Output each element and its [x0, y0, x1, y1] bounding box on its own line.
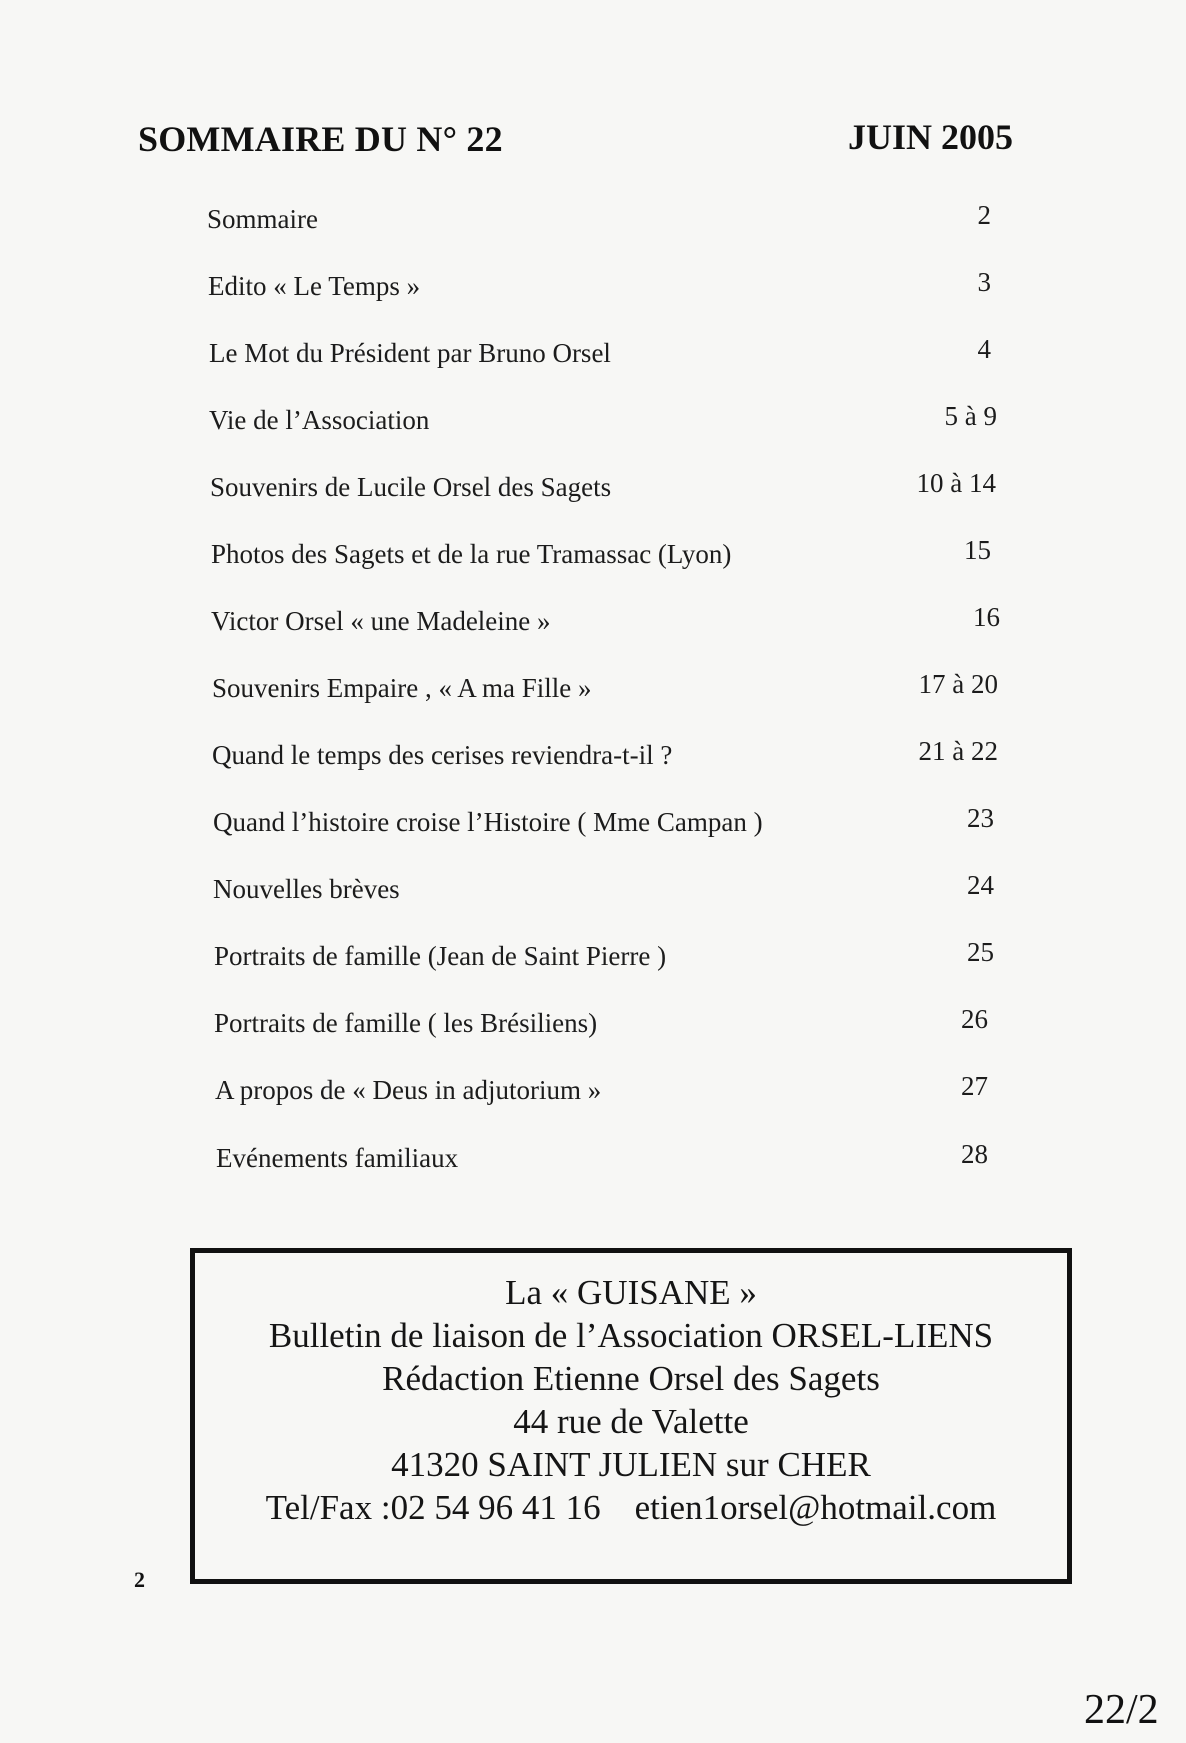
page-number: 2: [134, 1567, 145, 1592]
toc-item-page: 2: [977, 200, 991, 230]
toc-item-page: 23: [967, 803, 994, 833]
phone-fax: Tel/Fax :02 54 96 41 16: [265, 1488, 601, 1527]
toc-item-title: Photos des Sagets et de la rue Tramassac (Lyon): [211, 539, 732, 569]
contact-line: [195, 1486, 1067, 1529]
publication-subtitle: Bulletin de liaison de l’Association ORSEL-LIENS: [268, 1316, 994, 1355]
toc-item-page: 24: [967, 870, 994, 900]
toc-item-title: Le Mot du Président par Bruno Orsel: [209, 338, 611, 368]
toc-item-page: 21 à 22: [918, 736, 998, 766]
toc-item-title: Quand le temps des cerises reviendra-t-il ?: [212, 740, 673, 770]
toc-item-page: 3: [977, 267, 991, 297]
toc-item-title: Victor Orsel « une Madeleine »: [211, 606, 551, 636]
toc-item-page: 16: [973, 602, 1000, 632]
toc-item-title: Sommaire: [207, 204, 318, 234]
toc-item-title: Souvenirs de Lucile Orsel des Sagets: [210, 472, 612, 502]
toc-item-title: Nouvelles brèves: [213, 874, 400, 904]
toc-item-title: Edito « Le Temps »: [208, 271, 421, 301]
toc-item-page: 17 à 20: [918, 669, 998, 699]
publication-info-box: [190, 1248, 1072, 1584]
email-address: etien1orsel@hotmail.com: [634, 1488, 997, 1527]
toc-item-title: Portraits de famille ( les Brésiliens): [214, 1008, 598, 1038]
toc-item-page: 26: [961, 1004, 988, 1034]
toc-item-title: Vie de l’Association: [209, 405, 430, 435]
toc-item-title: Portraits de famille (Jean de Saint Pierre ): [214, 941, 667, 971]
toc-item-page: 27: [961, 1071, 988, 1101]
address-city: 41320 SAINT JULIEN sur CHER: [391, 1445, 871, 1484]
toc-item-page: 10 à 14: [916, 468, 996, 498]
toc-item-title: Quand l’histoire croise l’Histoire ( Mme Campan ): [213, 807, 763, 837]
publication-name: La « GUISANE »: [505, 1273, 757, 1312]
toc-item-title: A propos de « Deus in adjutorium »: [215, 1075, 602, 1105]
toc-item-title: Evénements familiaux: [216, 1143, 459, 1173]
address-street: 44 rue de Valette: [513, 1402, 749, 1441]
toc-item-page: 4: [977, 334, 991, 364]
editor-line: Rédaction Etienne Orsel des Sagets: [382, 1359, 880, 1398]
page-title: SOMMAIRE DU N° 22: [138, 119, 503, 159]
issue-date: JUIN 2005: [848, 117, 1014, 157]
scan-reference: 22/2: [1084, 1687, 1159, 1733]
toc-item-title: Souvenirs Empaire , « A ma Fille »: [212, 673, 592, 703]
toc-item-page: 25: [967, 937, 994, 967]
toc-item-page: 28: [961, 1139, 988, 1169]
toc-item-page: 15: [964, 535, 991, 565]
toc-item-page: 5 à 9: [944, 401, 997, 431]
